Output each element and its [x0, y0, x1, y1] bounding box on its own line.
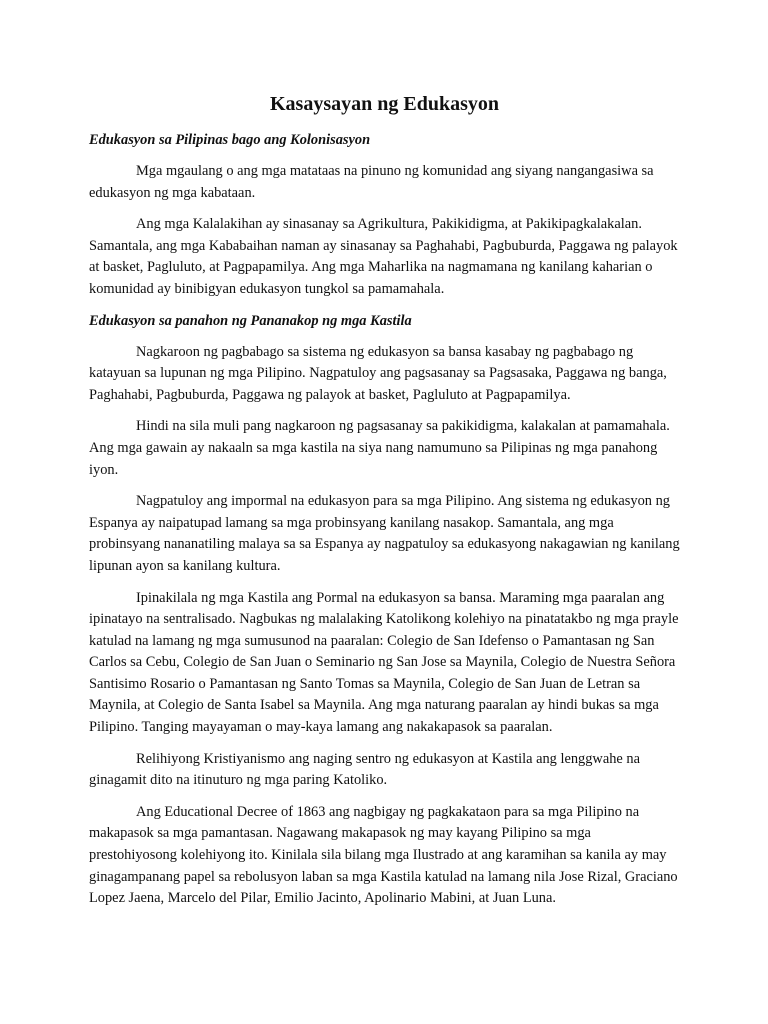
paragraph: Nagpatuloy ang impormal na edukasyon para sa mga Pilipino. Ang sistema ng edukasyon ng Espanya ay naipatupad lamang sa mga probinsyang kanilang nasakop. Samantala, ang mga probinsyang nananatiling malaya sa sa Espanya ay nagpatuloy sa edukasyong nakagawian ng kanilang lipunan ayon sa kanilang kultura.: [89, 493, 680, 574]
paragraph: Ang Educational Decree of 1863 ang nagbigay ng pagkakataon para sa mga Pilipino na makapasok sa mga pamantasan. Nagawang makapasok ng may kayang Pilipino sa mga prestohiyosong kolehiyong ito. Kinilala sila bilang mga Ilustrado at ang karamihan sa kanila ay may ginagampanang papel sa rebolusyon laban sa mga Kastila katulad na lamang nila Jose Rizal, Graciano Lopez Jaena, Marcelo del Pilar, Emilio Jacinto, Apolinario Mabini, at Juan Luna.: [89, 803, 678, 907]
paragraph: Mga mgaulang o ang mga matataas na pinuno ng komunidad ang siyang nangangasiwa sa edukasyon ng mga kabataan.: [89, 163, 654, 201]
section-spanish-era: [89, 311, 680, 910]
paragraph: Relihiyong Kristiyanismo ang naging sentro ng edukasyon at Kastila ang lenggwahe na ginagamit dito na itinuturo ng mga paring Katoliko.: [89, 750, 640, 789]
section-pre-colonial: [89, 130, 680, 301]
paragraph: Ipinakilala ng mga Kastila ang Pormal na edukasyon sa bansa. Maraming mga paaralan ang ipinatayo na sentralisado. Nagbukas ng malalaking Katolikong kolehiyo na pinatatakbo ng mga prayle katulad na lamang ng mga sumusunod na paaralan: Colegio de San Idefenso o Pamantasan ng San Carlos sa Cebu, Colegio de San Juan o Seminario ng San Jose sa Maynila, Colegio de Nuestra Señora Santisimo Rosario o Pamantasan ng Santo Tomas sa Maynila, Colegio de San Juan de Letran sa Maynila, at Colegio de Santa Isabel sa Maynila. Ang mga naturang paaralan ay hindi bukas sa mga Pilipino. Tanging mayayaman o may-kaya lamang ang nakakapasok sa paaralan.: [89, 589, 679, 736]
document-title: Kasaysayan ng Edukasyon: [270, 93, 499, 115]
paragraph: Hindi na sila muli pang nagkaroon ng pagsasanay sa pakikidigma, kalakalan at pamamahala. Ang mga gawain ay nakaaln sa mga kastila na siya nang namumuno sa Pilipinas ng mga panahong iyon.: [89, 418, 670, 478]
section-heading: Edukasyon sa Pilipinas bago ang Kolonisasyon: [89, 132, 371, 148]
paragraph: Ang mga Kalalakihan ay sinasanay sa Agrikultura, Pakikidigma, at Pakikipagkalakalan. Samantala, ang mga Kababaihan naman ay sinasanay sa Paghahabi, Pagbuburda, Paggawa ng palayok at basket, Pagluluto, at Pagpapamilya. Ang mga Maharlika na nagmamana ng kanilang kaharian o komunidad ay binibigyan edukasyon tungkol sa pamamahala.: [89, 216, 678, 297]
paragraph: Nagkaroon ng pagbabago sa sistema ng edukasyon sa bansa kasabay ng pagbabago ng katayuan sa lupunan ng mga Pilipino. Nagpatuloy ang pagsasanay sa Pagsasaka, Paggawa ng banga, Paghahabi, Pagbuburda, Paggawa ng palayok at basket, Pagluluto at Pagpapamilya.: [89, 343, 667, 403]
section-heading: Edukasyon sa panahon ng Pananakop ng mga Kastila: [89, 312, 412, 329]
